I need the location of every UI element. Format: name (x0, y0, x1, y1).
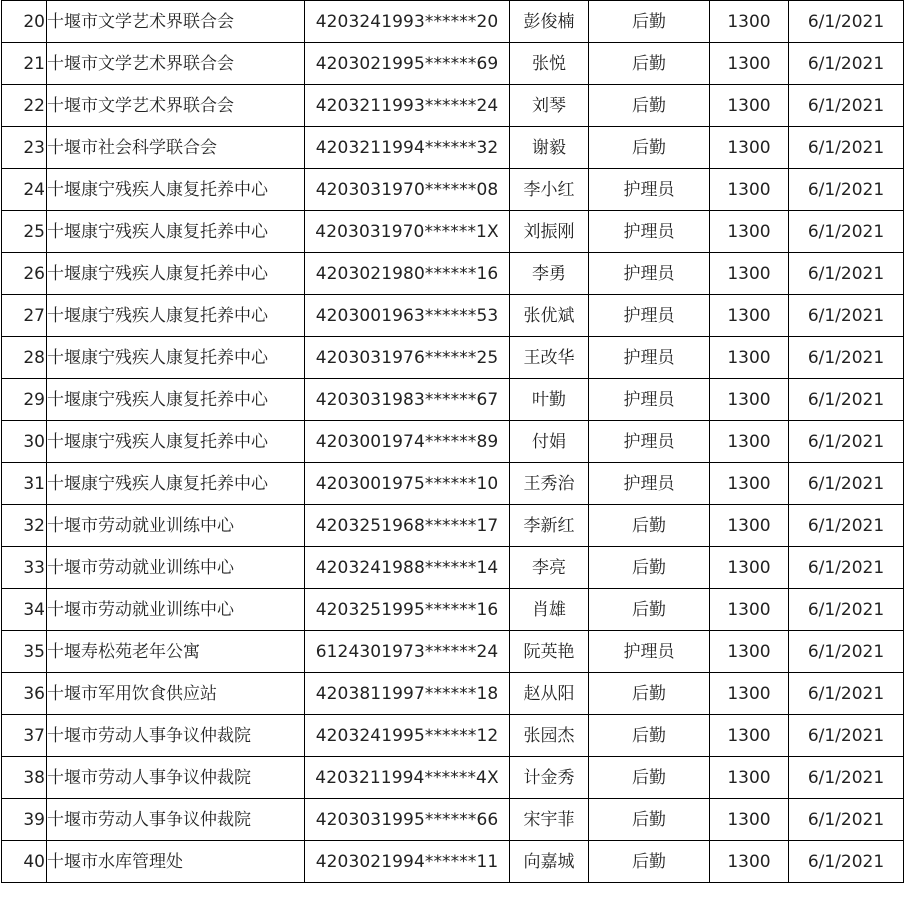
table-row (2, 631, 904, 673)
amount-cell: 1300 (710, 715, 789, 757)
row-number: 39 (2, 799, 47, 841)
id-number-cell: 4203211994******4X (305, 757, 510, 799)
position-cell: 后勤 (589, 757, 710, 799)
person-name-cell: 付娟 (510, 421, 589, 463)
position-cell: 后勤 (589, 547, 710, 589)
row-number: 38 (2, 757, 47, 799)
person-name-cell: 叶勤 (510, 379, 589, 421)
organization-cell: 十堰康宁残疾人康复托养中心 (47, 253, 305, 295)
position-cell: 护理员 (589, 253, 710, 295)
organization-cell: 十堰寿松苑老年公寓 (47, 631, 305, 673)
person-name-cell: 王秀治 (510, 463, 589, 505)
table-row (2, 589, 904, 631)
id-number-cell: 4203251968******17 (305, 505, 510, 547)
row-number: 30 (2, 421, 47, 463)
amount-cell: 1300 (710, 799, 789, 841)
person-name-cell: 李勇 (510, 253, 589, 295)
date-cell: 6/1/2021 (789, 295, 904, 337)
person-name-cell: 赵从阳 (510, 673, 589, 715)
table-row (2, 43, 904, 85)
table-body (2, 1, 904, 883)
date-cell: 6/1/2021 (789, 379, 904, 421)
position-cell: 后勤 (589, 127, 710, 169)
organization-cell: 十堰康宁残疾人康复托养中心 (47, 463, 305, 505)
amount-cell: 1300 (710, 43, 789, 85)
row-number: 29 (2, 379, 47, 421)
position-cell: 护理员 (589, 421, 710, 463)
row-number: 35 (2, 631, 47, 673)
organization-cell: 十堰市劳动人事争议仲裁院 (47, 799, 305, 841)
amount-cell: 1300 (710, 1, 789, 43)
organization-cell: 十堰市劳动就业训练中心 (47, 505, 305, 547)
row-number: 36 (2, 673, 47, 715)
position-cell: 护理员 (589, 631, 710, 673)
row-number: 23 (2, 127, 47, 169)
table-row (2, 841, 904, 883)
id-number-cell: 4203021994******11 (305, 841, 510, 883)
amount-cell: 1300 (710, 295, 789, 337)
organization-cell: 十堰康宁残疾人康复托养中心 (47, 379, 305, 421)
date-cell: 6/1/2021 (789, 1, 904, 43)
organization-cell: 十堰市军用饮食供应站 (47, 673, 305, 715)
person-name-cell: 宋宇菲 (510, 799, 589, 841)
id-number-cell: 4203211994******32 (305, 127, 510, 169)
id-number-cell: 4203031970******08 (305, 169, 510, 211)
id-number-cell: 4203001974******89 (305, 421, 510, 463)
person-name-cell: 张园杰 (510, 715, 589, 757)
organization-cell: 十堰市社会科学联合会 (47, 127, 305, 169)
amount-cell: 1300 (710, 169, 789, 211)
row-number: 34 (2, 589, 47, 631)
person-name-cell: 李小红 (510, 169, 589, 211)
date-cell: 6/1/2021 (789, 757, 904, 799)
table-row (2, 1, 904, 43)
table-row (2, 673, 904, 715)
person-name-cell: 王改华 (510, 337, 589, 379)
table-row (2, 337, 904, 379)
position-cell: 护理员 (589, 463, 710, 505)
position-cell: 后勤 (589, 1, 710, 43)
position-cell: 护理员 (589, 379, 710, 421)
id-number-cell: 4203001975******10 (305, 463, 510, 505)
id-number-cell: 4203031995******66 (305, 799, 510, 841)
position-cell: 护理员 (589, 295, 710, 337)
date-cell: 6/1/2021 (789, 547, 904, 589)
id-number-cell: 4203241988******14 (305, 547, 510, 589)
row-number: 32 (2, 505, 47, 547)
person-name-cell: 阮英艳 (510, 631, 589, 673)
table-row (2, 463, 904, 505)
row-number: 21 (2, 43, 47, 85)
person-name-cell: 谢毅 (510, 127, 589, 169)
position-cell: 护理员 (589, 337, 710, 379)
position-cell: 护理员 (589, 211, 710, 253)
row-number: 33 (2, 547, 47, 589)
date-cell: 6/1/2021 (789, 631, 904, 673)
row-number: 27 (2, 295, 47, 337)
amount-cell: 1300 (710, 547, 789, 589)
person-name-cell: 张优斌 (510, 295, 589, 337)
date-cell: 6/1/2021 (789, 127, 904, 169)
organization-cell: 十堰康宁残疾人康复托养中心 (47, 211, 305, 253)
organization-cell: 十堰康宁残疾人康复托养中心 (47, 169, 305, 211)
row-number: 20 (2, 1, 47, 43)
subsidy-roster-table (1, 0, 904, 883)
date-cell: 6/1/2021 (789, 673, 904, 715)
id-number-cell: 4203211993******24 (305, 85, 510, 127)
amount-cell: 1300 (710, 337, 789, 379)
id-number-cell: 4203001963******53 (305, 295, 510, 337)
amount-cell: 1300 (710, 253, 789, 295)
id-number-cell: 4203811997******18 (305, 673, 510, 715)
amount-cell: 1300 (710, 421, 789, 463)
date-cell: 6/1/2021 (789, 841, 904, 883)
date-cell: 6/1/2021 (789, 253, 904, 295)
id-number-cell: 4203241995******12 (305, 715, 510, 757)
amount-cell: 1300 (710, 85, 789, 127)
id-number-cell: 4203031976******25 (305, 337, 510, 379)
organization-cell: 十堰康宁残疾人康复托养中心 (47, 421, 305, 463)
position-cell: 后勤 (589, 589, 710, 631)
amount-cell: 1300 (710, 631, 789, 673)
id-number-cell: 4203031983******67 (305, 379, 510, 421)
row-number: 31 (2, 463, 47, 505)
row-number: 24 (2, 169, 47, 211)
position-cell: 后勤 (589, 841, 710, 883)
table-row (2, 379, 904, 421)
person-name-cell: 肖雄 (510, 589, 589, 631)
table-row (2, 547, 904, 589)
date-cell: 6/1/2021 (789, 505, 904, 547)
id-number-cell: 4203241993******20 (305, 1, 510, 43)
amount-cell: 1300 (710, 589, 789, 631)
row-number: 26 (2, 253, 47, 295)
person-name-cell: 李新红 (510, 505, 589, 547)
amount-cell: 1300 (710, 127, 789, 169)
organization-cell: 十堰市劳动人事争议仲裁院 (47, 757, 305, 799)
date-cell: 6/1/2021 (789, 463, 904, 505)
id-number-cell: 4203031970******1X (305, 211, 510, 253)
person-name-cell: 向嘉城 (510, 841, 589, 883)
organization-cell: 十堰市水库管理处 (47, 841, 305, 883)
position-cell: 后勤 (589, 799, 710, 841)
organization-cell: 十堰康宁残疾人康复托养中心 (47, 295, 305, 337)
date-cell: 6/1/2021 (789, 421, 904, 463)
date-cell: 6/1/2021 (789, 715, 904, 757)
organization-cell: 十堰市劳动就业训练中心 (47, 547, 305, 589)
person-name-cell: 彭俊楠 (510, 1, 589, 43)
row-number: 22 (2, 85, 47, 127)
date-cell: 6/1/2021 (789, 589, 904, 631)
row-number: 37 (2, 715, 47, 757)
person-name-cell: 刘振刚 (510, 211, 589, 253)
id-number-cell: 4203251995******16 (305, 589, 510, 631)
position-cell: 后勤 (589, 85, 710, 127)
organization-cell: 十堰市文学艺术界联合会 (47, 43, 305, 85)
position-cell: 后勤 (589, 715, 710, 757)
organization-cell: 十堰市劳动就业训练中心 (47, 589, 305, 631)
person-name-cell: 张悦 (510, 43, 589, 85)
table-row (2, 715, 904, 757)
table-row (2, 127, 904, 169)
row-number: 28 (2, 337, 47, 379)
table-row (2, 85, 904, 127)
date-cell: 6/1/2021 (789, 799, 904, 841)
position-cell: 后勤 (589, 505, 710, 547)
organization-cell: 十堰市文学艺术界联合会 (47, 1, 305, 43)
amount-cell: 1300 (710, 211, 789, 253)
organization-cell: 十堰市劳动人事争议仲裁院 (47, 715, 305, 757)
id-number-cell: 6124301973******24 (305, 631, 510, 673)
amount-cell: 1300 (710, 505, 789, 547)
date-cell: 6/1/2021 (789, 169, 904, 211)
date-cell: 6/1/2021 (789, 85, 904, 127)
row-number: 25 (2, 211, 47, 253)
position-cell: 后勤 (589, 43, 710, 85)
id-number-cell: 4203021995******69 (305, 43, 510, 85)
amount-cell: 1300 (710, 673, 789, 715)
date-cell: 6/1/2021 (789, 43, 904, 85)
position-cell: 护理员 (589, 169, 710, 211)
table-row (2, 799, 904, 841)
date-cell: 6/1/2021 (789, 337, 904, 379)
person-name-cell: 计金秀 (510, 757, 589, 799)
table-row (2, 757, 904, 799)
amount-cell: 1300 (710, 463, 789, 505)
table-row (2, 211, 904, 253)
organization-cell: 十堰康宁残疾人康复托养中心 (47, 337, 305, 379)
amount-cell: 1300 (710, 841, 789, 883)
table-row (2, 295, 904, 337)
amount-cell: 1300 (710, 757, 789, 799)
amount-cell: 1300 (710, 379, 789, 421)
date-cell: 6/1/2021 (789, 211, 904, 253)
table-row (2, 505, 904, 547)
person-name-cell: 刘琴 (510, 85, 589, 127)
id-number-cell: 4203021980******16 (305, 253, 510, 295)
person-name-cell: 李亮 (510, 547, 589, 589)
table-row (2, 253, 904, 295)
table-row (2, 421, 904, 463)
table-row (2, 169, 904, 211)
organization-cell: 十堰市文学艺术界联合会 (47, 85, 305, 127)
row-number: 40 (2, 841, 47, 883)
position-cell: 后勤 (589, 673, 710, 715)
